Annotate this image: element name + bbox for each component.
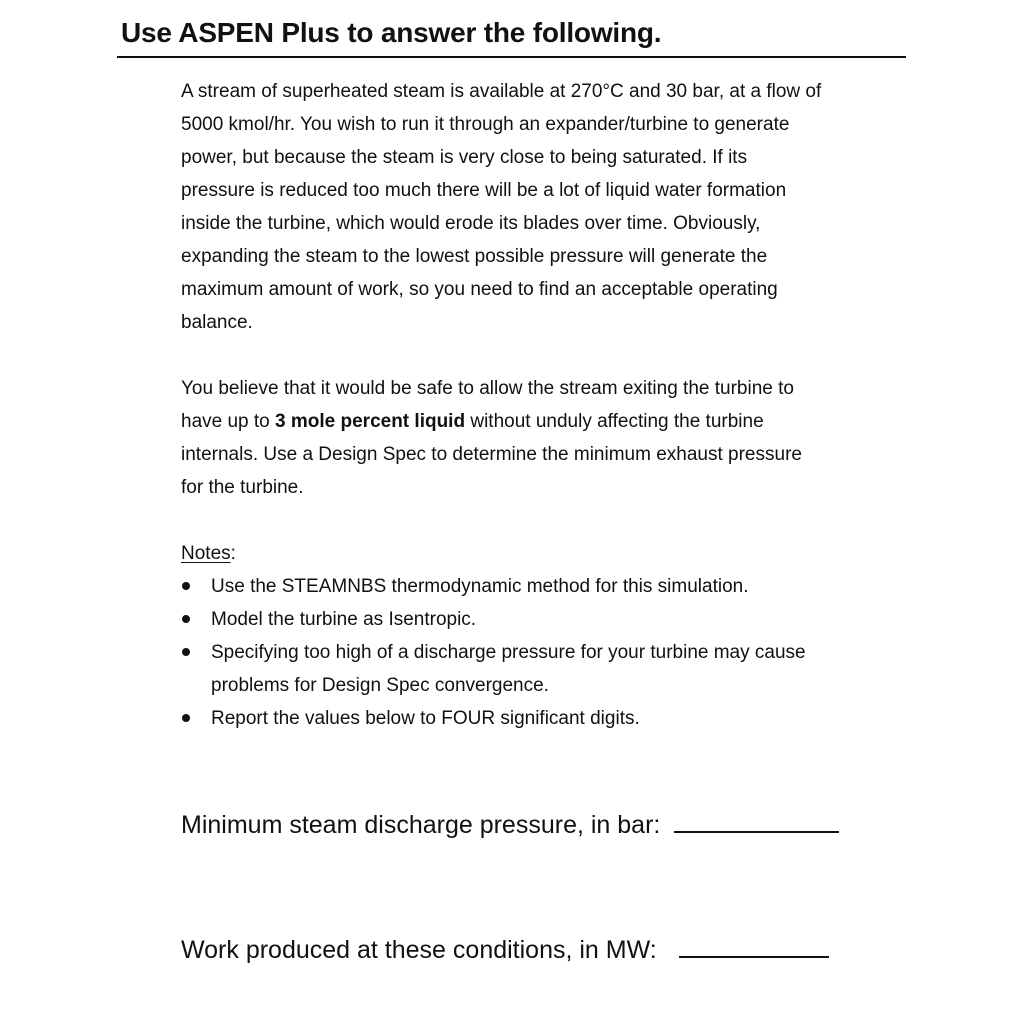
work-answer-label: Work produced at these conditions, in MW: <box>181 936 657 964</box>
pressure-answer-label: Minimum steam discharge pressure, in bar: <box>181 811 661 839</box>
note-item <box>181 636 911 702</box>
title-divider <box>117 56 906 58</box>
problem-paragraph-2 <box>181 372 911 504</box>
notes-label: Notes <box>181 543 231 564</box>
work-answer-blank[interactable] <box>679 948 829 958</box>
bullet-icon <box>182 582 190 590</box>
page-title: Use ASPEN Plus to answer the following. <box>121 17 662 48</box>
problem-statement <box>181 75 911 735</box>
note-text: Use the STEAMNBS thermodynamic method for this simulation. <box>211 576 749 597</box>
note-text: Specifying too high of a discharge pressure for your turbine may cause problems for Design Spec convergence. <box>211 642 806 696</box>
pressure-answer-blank[interactable] <box>674 823 839 833</box>
note-item <box>181 603 911 636</box>
paragraph-2-text-end: without unduly affecting the turbine internals. Use a Design Spec to determine the minimum exhaust pressure for the turbine. <box>181 411 802 498</box>
note-item <box>181 702 911 735</box>
notes-colon: : <box>230 543 236 564</box>
work-answer-line <box>181 933 829 967</box>
note-text: Model the turbine as Isentropic. <box>211 609 477 630</box>
notes-list <box>181 570 911 735</box>
problem-paragraph-1: A stream of superheated steam is available at 270°C and 30 bar, at a flow of 5000 kmol/hr. You wish to run it through an expander/turbine to generate power, but because the steam is very close to being saturated. If its pressure is reduced too much there will be a lot of liquid water formation inside the turbine, which would erode its blades over time. Obviously, expanding the steam to the lowest possible pressure will generate the maximum amount of work, so you need to find an acceptable operating balance. <box>181 81 822 333</box>
note-text: Report the values below to FOUR significant digits. <box>211 708 640 729</box>
notes-heading <box>181 537 911 570</box>
bullet-icon <box>182 648 190 656</box>
bullet-icon <box>182 615 190 623</box>
paragraph-2-text-start: You believe that it would be safe to allow the stream exiting the turbine to have up to <box>181 378 794 432</box>
liquid-fraction-emphasis: 3 mole percent liquid <box>275 411 466 432</box>
note-item <box>181 570 911 603</box>
bullet-icon <box>182 714 190 722</box>
pressure-answer-line <box>181 808 839 842</box>
